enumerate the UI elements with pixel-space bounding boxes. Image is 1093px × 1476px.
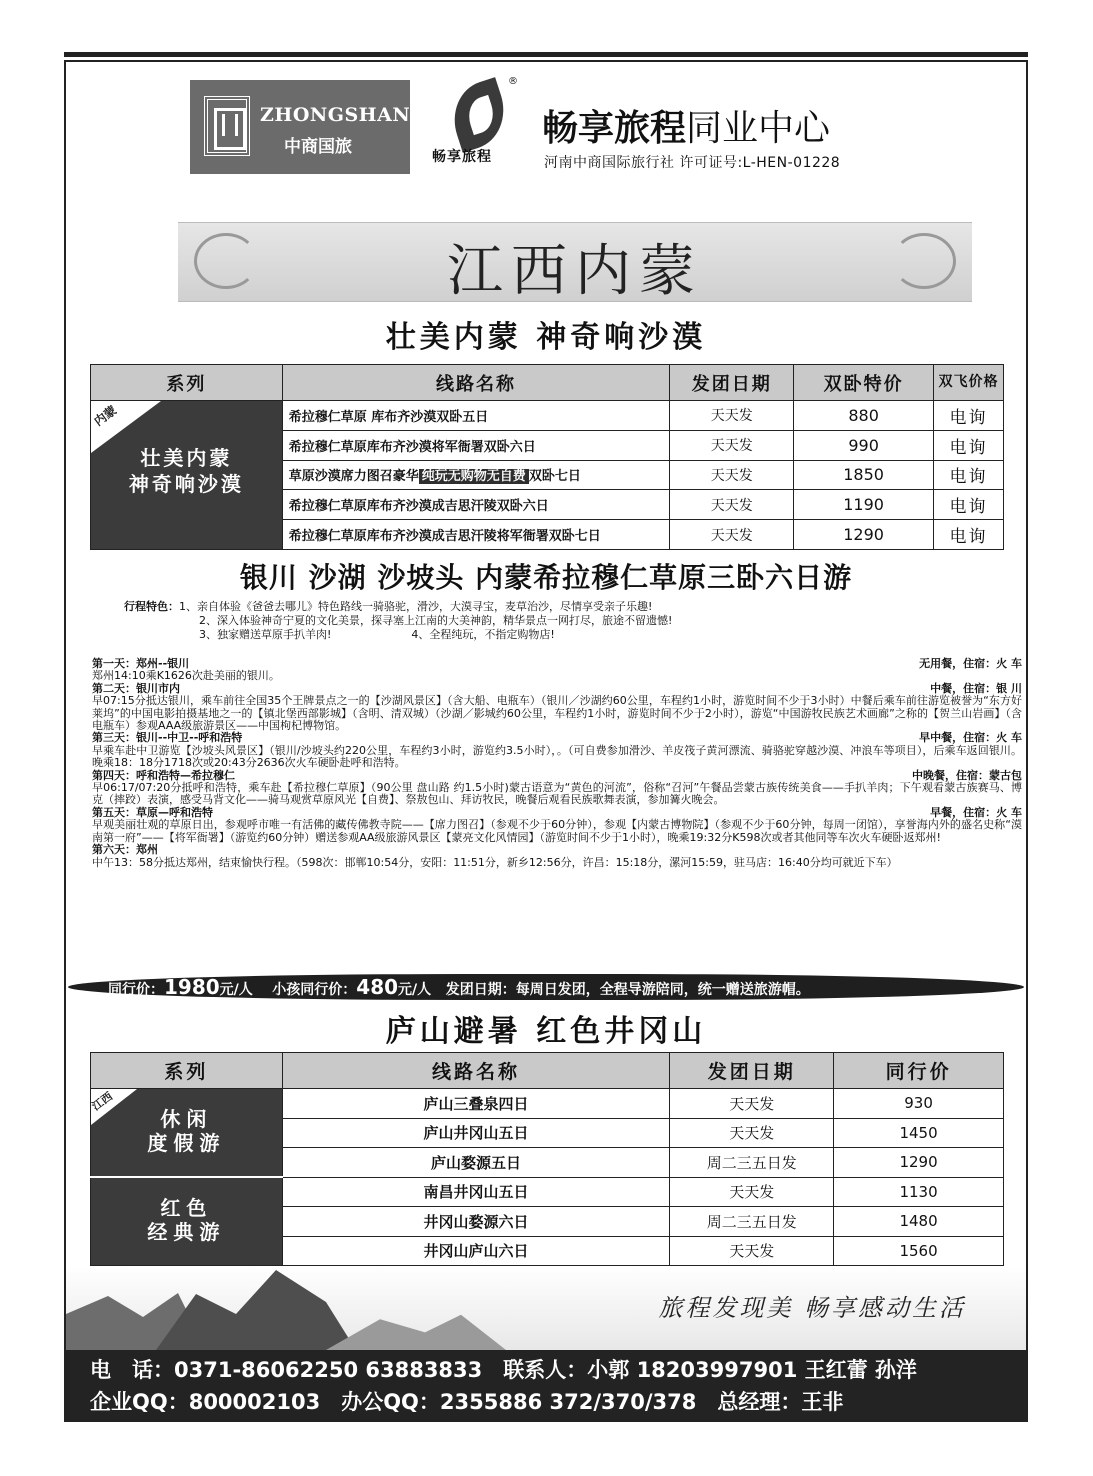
day-title: 第四天：呼和浩特—希拉穆仁 [92,768,235,782]
day-body: 早07:15分抵达银川，乘车前往全国35个王牌景点之一的【沙湖风景区】（含大船、电瓶车）（银川／沙湖约60公里，车程约1小时，游览时间不少于3小时）中餐后乘车前往游览被誉为“东方好莱坞”的中国电影拍摄基地之一的【镇北堡西部影城】（含明、清双城）（沙湖／影城约60公里，车程约1小时，游览时间不少于2小时），游览“中国游牧民族艺术画廊”之称的【贺兰山岩画】（含电瓶车）参观AAA级旅游景区——中国枸杞博物馆。 [92,694,1022,733]
route-name: 井冈山庐山六日 [282,1236,670,1266]
series-cell [91,401,283,550]
day-meals: 中餐，住宿：银 川 [930,681,1022,695]
section2-title: 银川 沙湖 沙坡头 内蒙希拉穆仁草原三卧六日游 [239,561,853,594]
route-price: 880 [794,401,934,431]
series-tag: 内蒙 [91,403,120,429]
col-series: 系列 [91,1053,283,1089]
zhongshang-en: ZHONGSHANG [260,104,427,126]
route-date: 天天发 [670,1089,834,1119]
day-title: 第一天：郑州--银川 [92,657,190,670]
zhongshang-emblem-icon [204,96,250,156]
highlight-badge: 纯玩无购物无自费 [419,469,529,484]
col-series: 系列 [91,365,283,401]
adult-price: 1980 [164,975,220,999]
route-date: 天天发 [670,1177,834,1207]
route-date: 天天发 [670,520,794,550]
day-title: 第五天：草原—呼和浩特 [92,805,213,819]
route-fly: 电询 [934,460,1004,490]
route-price: 1290 [834,1148,1004,1178]
route-date: 天天发 [670,1118,834,1148]
series-line2: 度假游 [147,1131,226,1155]
route-name: 庐山三叠泉四日 [282,1089,670,1119]
flyer-frame [64,60,1028,1422]
day-body: 早乘车赴中卫游览【沙坡头风景区】（银川/沙坡头约220公里，车程约3小时，游览约3.5小时），。（可自费参加滑沙、羊皮筏子黄河漂流、骑骆驼穿越沙漠、冲浪车等项目），后乘车返回银川。晚乘18：18分1718次或20:43分2636次火车硬卧赴呼和浩特。 [92,743,1022,770]
section3-title: 庐山避暑 红色井冈山 [385,1014,707,1049]
mountain-icon [156,1270,356,1350]
slogan: 旅程发现美 畅享感动生活 [658,1294,966,1322]
jiangxi-table [90,1052,1004,1266]
route-price: 990 [794,430,934,460]
table-header-row [91,365,1004,401]
contact-line1: 电 话：0371-86062250 63883833 联系人：小郭 18203997901 王红蕾 孙洋 [90,1358,917,1382]
company-title [542,100,830,151]
day-title: 第三天：银川--中卫--呼和浩特 [92,731,243,745]
route-name: 希拉穆仁草原库布齐沙漠将军衙署双卧六日 [282,430,670,460]
series-tag: 江西 [89,1089,116,1114]
series-cell [91,1177,283,1266]
col-fly: 双飞价格 [934,365,1004,401]
col-price: 双卧特价 [794,365,934,401]
day-body: 早观美丽壮观的草原日出，参观呼市唯一有活佛的藏传佛教寺院——【席力图召】（参观不少于60分钟），参观【内蒙古博物院】（参观不少于60分钟，每周一闭馆），享誉海内外的盛名史称“漠南第一府”——【将军衙署】（游览约60分钟）赠送参观AA级旅游风景区【蒙亮文化风情园】（游览时间不少于1小时），晚乘19:32分K598次或者其他同等车次火车硬卧返郑州! [92,818,1022,844]
top-rule [64,52,1028,57]
route-date: 周二三五日发 [670,1207,834,1237]
col-route: 线路名称 [282,365,670,401]
series-cell [91,1089,283,1178]
header [66,62,1026,212]
contact-line2: 企业QQ：800002103 办公QQ：2355886 372/370/378 总经理：王非 [90,1390,844,1414]
banner-title: 江西内蒙 [447,239,703,304]
route-price: 1190 [794,490,934,520]
route-fly: 电询 [934,430,1004,460]
mountain-scenery [66,1266,1026,1350]
price-bar: 同行价：1980元/人 小孩同行价：480元/人 发团日期：每周日发团，全程导游陪同，统一赠送旅游帽。 [68,974,1024,1000]
route-name: 希拉穆仁草原库布齐沙漠成吉思汗陵双卧六日 [282,490,670,520]
route-date: 天天发 [670,490,794,520]
day-body: 中午13：58分抵达郑州，结束愉快行程。（598次：邯郸10:54分，安阳：11:51分，新乡12:56分，许昌：15:18分，漯河15:59，驻马店：16:40分均可就近下车） [92,855,898,869]
contact-bar [66,1350,1026,1422]
route-date: 天天发 [670,460,794,490]
col-route: 线路名称 [282,1053,670,1089]
table-header-row [91,1053,1004,1089]
route-fly: 电询 [934,401,1004,431]
day-meals: 无用餐，住宿：火 车 [919,657,1022,670]
day-block [92,844,1022,869]
route-price: 930 [834,1089,1004,1119]
series-line2: 神奇响沙漠 [128,472,244,496]
registered-mark: ® [508,76,518,87]
route-name: 草原沙漠席力图召豪华 纯玩无购物无自费 双卧七日 [282,460,670,490]
title-bold: 畅享旅程 [542,108,687,149]
title-light: 同业中心 [686,108,831,149]
route-name: 庐山井冈山五日 [282,1118,670,1148]
day-body: 早06:17/07:20分抵呼和浩特，乘车赴【希拉穆仁草原】（90公里 盘山路 约1.5小时)蒙古语意为“黄色的河流”，俗称“召河”午餐品尝蒙古族传统美食——手扒羊肉；下午观看蒙古族赛马、博克（摔跤）表演，感受马背文化——骑马观赏草原风光【自费】、祭敖包山、拜访牧民，晚餐后观看民族歌舞表演，参加篝火晚会。 [92,781,1022,807]
series-line1: 红色 [160,1196,213,1220]
changxiang-logo [428,76,522,172]
day-block [92,732,1022,769]
table-row [91,401,1004,431]
changxiang-logo-text: 畅享旅程 [432,149,492,165]
route-date: 天天发 [670,430,794,460]
table-row [91,1177,1004,1207]
day-meals: 早餐，住宿：火 车 [930,805,1022,819]
route-name: 井冈山婺源六日 [282,1207,670,1237]
license-text: 河南中商国际旅行社 许可证号:L-HEN-01228 [544,155,841,171]
banner [178,222,972,302]
itinerary [92,658,1022,869]
zhongshang-cn: 中商国旅 [284,137,352,157]
child-price: 480 [356,975,399,999]
col-date: 发团日期 [670,365,794,401]
col-price: 同行价 [834,1053,1004,1089]
zhongshang-logo [190,80,427,174]
route-fly: 电询 [934,490,1004,520]
route-price: 1850 [794,460,934,490]
features: 行程特色：1、亲自体验《爸爸去哪儿》特色路线一骑骆驼，滑沙，大漠寻宝，麦草治沙，尽情享受亲子乐趣! 2、深入体验神奇宁夏的文化美景，探寻塞上江南的大美神韵，精华景点一网打尽，旅途不留遗憾! 3、独家赠送草原手扒羊肉! 4、全程纯玩，不指定购物店! [124,600,673,641]
route-name: 南昌井冈山五日 [282,1177,670,1207]
table-row [91,1089,1004,1119]
series-line1: 休闲 [160,1107,213,1131]
col-date: 发团日期 [670,1053,834,1089]
route-price: 1290 [794,520,934,550]
route-name: 希拉穆仁草原库布齐沙漠成吉思汗陵将军衙署双卧七日 [282,520,670,550]
route-date: 天天发 [670,401,794,431]
inner-mongolia-table [90,364,1004,550]
route-price: 1560 [834,1236,1004,1266]
route-price: 1450 [834,1118,1004,1148]
route-fly: 电询 [934,520,1004,550]
day-title: 第二天：银川市内 [92,681,180,695]
day-block [92,807,1022,844]
day-meals: 早中餐，住宿：火 车 [919,731,1022,745]
route-price: 1130 [834,1177,1004,1207]
route-name: 庐山婺源五日 [282,1148,670,1178]
route-name: 希拉穆仁草原 库布齐沙漠双卧五日 [282,401,670,431]
day-block [92,683,1022,733]
day-block [92,658,1022,683]
day-body: 郑州14:10乘K1626次赴美丽的银川。 [92,669,280,683]
day-meals: 中晚餐，住宿：蒙古包 [912,768,1022,782]
mountain-icon [326,1306,506,1350]
day-block [92,770,1022,807]
route-date: 周二三五日发 [670,1148,834,1178]
route-date: 天天发 [670,1236,834,1266]
day-title: 第六天：郑州 [92,843,158,857]
series-line2: 经典游 [147,1220,226,1244]
route-price: 1480 [834,1207,1004,1237]
series-line1: 壮美内蒙 [140,446,233,470]
section1-title: 壮美内蒙 神奇响沙漠 [385,320,707,355]
